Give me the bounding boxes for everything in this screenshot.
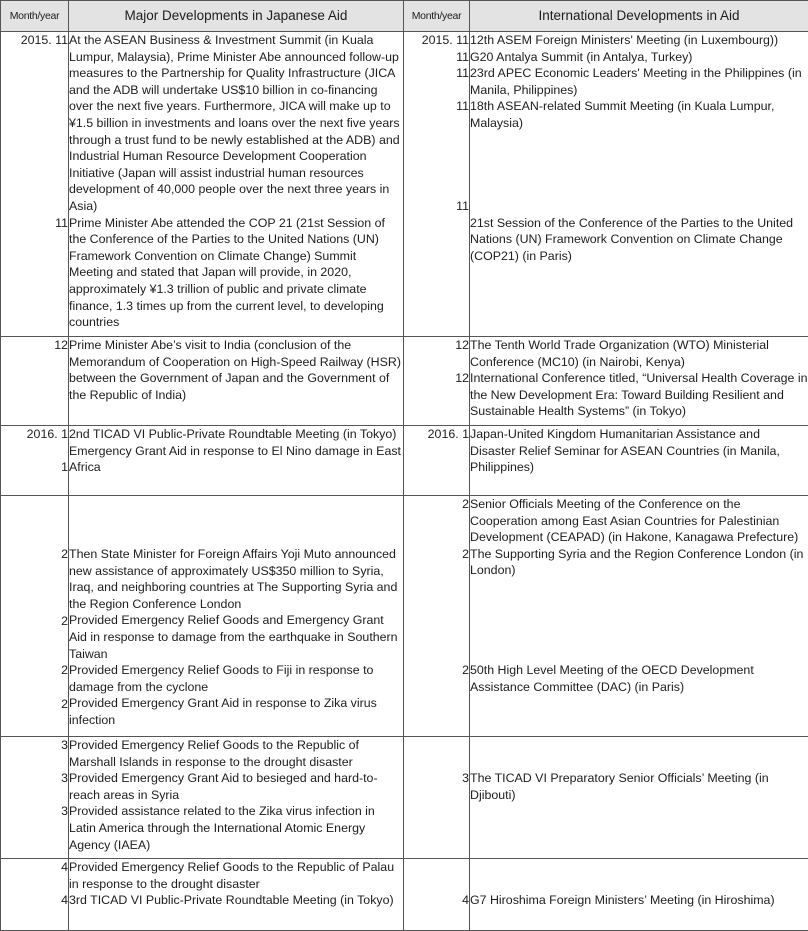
entry-month: 2016. 1 bbox=[427, 427, 469, 441]
japan-event-text: 3rd TICAD VI Public-Private Roundtable Meeting (in Tokyo) bbox=[69, 893, 394, 908]
japan-month-cell bbox=[1, 859, 69, 931]
japan-month-cell bbox=[1, 337, 69, 426]
japan-events-cell bbox=[69, 859, 404, 931]
table-row bbox=[1, 496, 808, 737]
japan-month-cell bbox=[1, 496, 69, 737]
intl-events-cell bbox=[470, 337, 808, 426]
header-month-year-left: Month/year bbox=[1, 1, 69, 32]
intl-month-cell bbox=[404, 496, 470, 737]
intl-events-cell bbox=[470, 426, 808, 496]
entry-month: 4 bbox=[61, 893, 68, 908]
table-row bbox=[1, 737, 808, 859]
japan-event-text: 2nd TICAD VI Public-Private Roundtable Meeting (in Tokyo) bbox=[69, 427, 397, 441]
entry-month: 2 bbox=[462, 497, 469, 511]
entry-month: 4 bbox=[462, 893, 469, 907]
intl-event-text: G7 Hiroshima Foreign Ministers’ Meeting (in Hiroshima) bbox=[470, 893, 775, 907]
intl-event-text: The Tenth World Trade Organization (WTO) Ministerial Conference (MC10) (in Nairobi, Kenya) bbox=[470, 338, 769, 369]
entry-month: 2 bbox=[61, 696, 68, 711]
japan-event-text: Provided assistance related to the Zika virus infection in Latin America through the International Atomic Energy Agency (IAEA) bbox=[69, 804, 375, 852]
japan-events-cell bbox=[69, 426, 404, 496]
intl-month-cell bbox=[404, 32, 470, 337]
japan-event-text: Provided Emergency Relief Goods to the Republic of Marshall Islands in response to the drought disaster bbox=[69, 738, 359, 769]
japan-event-text: At the ASEAN Business & Investment Summit (in Kuala Lumpur, Malaysia), Prime Minister Abe announced follow-up measures to the Partnership for Quality Infrastructure (JICA and the ADB will undertake US$10 billion in co-financing over the next five years. Furthermore, JICA will make up to ¥1.5 billion in investments and loans over the next five years through a trust fund to be newly established at the ADB) and Industrial Human Resource Development Cooperation Initiative (Japan will assist industrial human resources development of 40,000 people over the next three years in Asia) bbox=[69, 33, 400, 213]
entry-month: 3 bbox=[462, 771, 469, 785]
intl-event-text: 23rd APEC Economic Leaders' Meeting in the Philippines (in Manila, Philippines) bbox=[470, 66, 802, 97]
japan-event-text: Provided Emergency Grant Aid to besieged and hard-to-reach areas in Syria bbox=[69, 771, 378, 802]
entry-month: 11 bbox=[55, 215, 68, 230]
intl-month-cell bbox=[404, 859, 470, 931]
entry-month: 11 bbox=[456, 66, 469, 81]
intl-event-text: G20 Antalya Summit (in Antalya, Turkey) bbox=[470, 49, 693, 64]
japan-event-text: Provided Emergency Relief Goods to the Republic of Palau in response to the drought disaster bbox=[69, 860, 395, 891]
intl-month-cell bbox=[404, 737, 470, 859]
header-international-aid: International Developments in Aid bbox=[470, 1, 808, 32]
japan-month-cell bbox=[1, 32, 69, 337]
japan-event-text: Prime Minister Abe attended the COP 21 (21st Session of the Conference of the Parties to the United Nations (UN) Framework Convention on Climate Change) Summit Meeting and stated that Japan will provide, in 2020, approximately ¥1.3 trillion of public and private climate finance, 1.3 times up from the current level, to developing countries bbox=[69, 215, 385, 330]
table-row bbox=[1, 337, 808, 426]
intl-event-text: The TICAD VI Preparatory Senior Officials’ Meeting (in Djibouti) bbox=[470, 771, 769, 802]
intl-events-cell bbox=[470, 859, 808, 931]
entry-month: 11 bbox=[456, 99, 469, 114]
japan-event-text: Provided Emergency Relief Goods to Fiji in response to damage from the cyclone bbox=[69, 663, 374, 694]
intl-events-cell bbox=[470, 32, 808, 337]
japan-events-cell bbox=[69, 337, 404, 426]
japan-event-text: Prime Minister Abe’s visit to India (conclusion of the Memorandum of Cooperation on High-Speed Railway (HSR) between the Government of Japan and the Government of the Republic of India) bbox=[69, 338, 401, 402]
entry-month: 3 bbox=[61, 804, 68, 819]
intl-event-text: 18th ASEAN-related Summit Meeting (in Kuala Lumpur, Malaysia) bbox=[470, 99, 775, 130]
intl-month-cell bbox=[404, 426, 470, 496]
japan-month-cell bbox=[1, 737, 69, 859]
intl-event-text: The Supporting Syria and the Region Conference London (in London) bbox=[470, 546, 804, 578]
entry-month: 2 bbox=[462, 546, 469, 561]
intl-event-text: International Conference titled, “Universal Health Coverage in the New Development Era: Toward Building Resilient and Sustainable Health Systems” (in Tokyo) bbox=[470, 371, 808, 419]
japan-events-cell bbox=[69, 496, 404, 737]
japan-event-text: Emergency Grant Aid in response to El Nino damage in East Africa bbox=[69, 443, 401, 475]
intl-event-text: Senior Officials Meeting of the Conference on the Cooperation among East Asian Countries for Palestinian Development (CEAPAD) (in Hakone, Kanagawa Prefecture) bbox=[470, 497, 799, 545]
entry-month: 2 bbox=[61, 547, 68, 561]
intl-month-cell bbox=[404, 337, 470, 426]
japan-events-cell bbox=[69, 737, 404, 859]
entry-month: 12 bbox=[455, 338, 469, 352]
entry-month: 2 bbox=[61, 663, 68, 678]
intl-event-text: Japan-United Kingdom Humanitarian Assistance and Disaster Relief Seminar for ASEAN Countries (in Manila, Philippines) bbox=[470, 427, 780, 475]
intl-event-text: 21st Session of the Conference of the Parties to the United Nations (UN) Framework Convention on Climate Change (COP21) (in Paris) bbox=[470, 215, 794, 263]
entry-month: 12 bbox=[54, 338, 68, 352]
intl-events-cell bbox=[470, 496, 808, 737]
japan-event-text: Then State Minister for Foreign Affairs Yoji Muto announced new assistance of approximately US$350 million to Syria, Iraq, and neighboring countries at The Supporting Syria and the Region Conference London bbox=[69, 547, 398, 611]
entry-month: 4 bbox=[61, 860, 68, 874]
entry-month: 2 bbox=[462, 663, 469, 678]
entry-month: 3 bbox=[61, 738, 68, 752]
table-row bbox=[1, 859, 808, 931]
entry-month: 1 bbox=[61, 460, 68, 475]
intl-events-cell bbox=[470, 737, 808, 859]
entry-month: 12 bbox=[455, 371, 469, 386]
entry-month: 11 bbox=[456, 49, 469, 64]
intl-event-text: 12th ASEM Foreign Ministers' Meeting (in Luxembourg)) bbox=[470, 33, 779, 47]
entry-month: 11 bbox=[456, 198, 469, 213]
table-row bbox=[1, 426, 808, 496]
table-row bbox=[1, 32, 808, 337]
entry-month: 3 bbox=[61, 771, 68, 786]
entry-month: 2015. 11 bbox=[421, 33, 469, 47]
header-row bbox=[1, 1, 808, 32]
header-japanese-aid: Major Developments in Japanese Aid bbox=[69, 1, 404, 32]
entry-month: 2016. 1 bbox=[26, 427, 68, 441]
entry-month: 2 bbox=[61, 613, 68, 628]
japan-event-text: Provided Emergency Relief Goods and Emergency Grant Aid in response to damage from the earthquake in Southern Taiwan bbox=[69, 613, 398, 661]
entry-month: 2015. 11 bbox=[20, 33, 68, 47]
header-month-year-right: Month/year bbox=[404, 1, 470, 32]
japan-event-text: Provided Emergency Grant Aid in response to Zika virus infection bbox=[69, 696, 377, 727]
japan-events-cell bbox=[69, 32, 404, 337]
intl-event-text: 50th High Level Meeting of the OECD Development Assistance Committee (DAC) (in Paris) bbox=[470, 662, 754, 694]
japan-month-cell bbox=[1, 426, 69, 496]
